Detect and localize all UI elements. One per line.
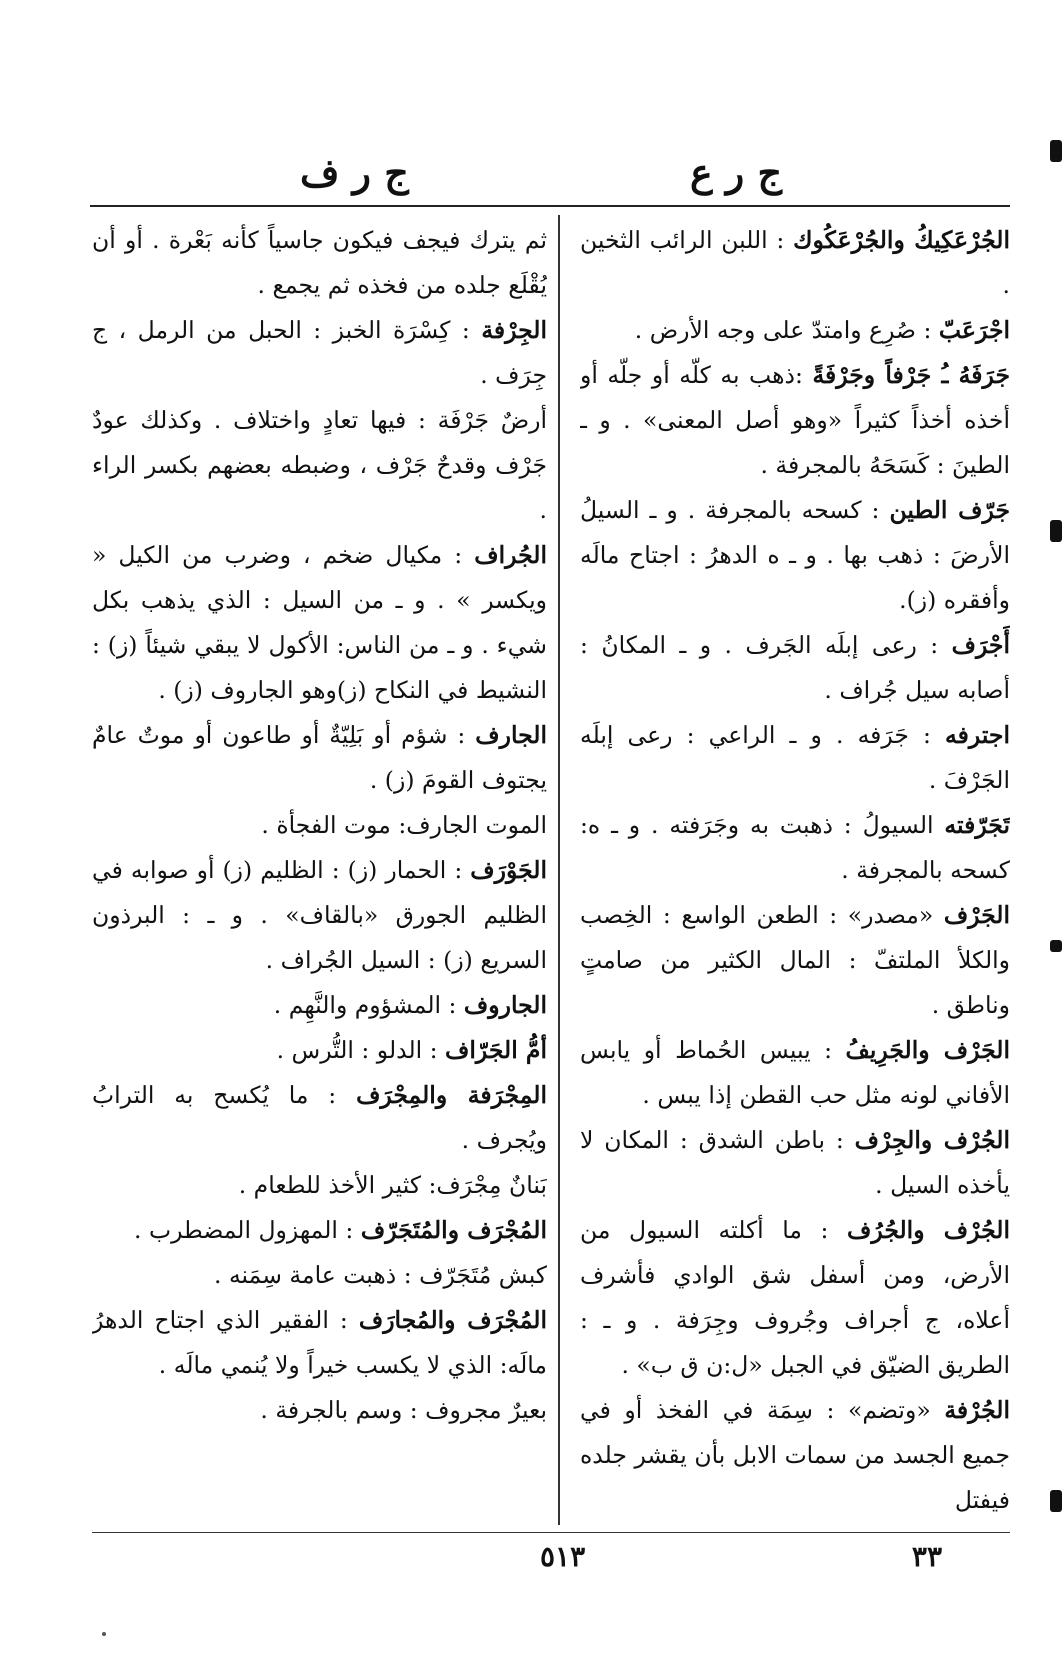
entry-headword: الجِرْفة — [481, 316, 547, 344]
margin-mark — [1050, 140, 1062, 162]
dictionary-entry — [92, 533, 547, 713]
entry-headword: أمُّ الجَرّاف — [445, 1036, 547, 1064]
entry-definition: :ذهب به كلّه أو جلّه أو أخذه أخذاً كثيراً «وهو أصل المعنى» . و ـ الطينَ : كَسَحَهُ بالمجرفة . — [580, 361, 1010, 479]
entry-headword: الجُرْف والجِرْف — [854, 1126, 1010, 1154]
entry-headword: أَجْرَف — [951, 631, 1010, 659]
entry-definition: : صُرِع وامتدّ على وجه الأرض . — [634, 316, 932, 344]
entry-definition: «وتضم» : سِمَة في الفخذ أو في جميع الجسد من سمات الابل بأن يقشر جلده فيفتل — [580, 1396, 1010, 1514]
dictionary-entry — [92, 983, 547, 1028]
entry-definition: : مكيال ضخم ، وضرب من الكيل « ويكسر » . و ـ من السيل : الذي يذهب بكل شيء . و ـ من الناس: الأكول لا يبقي شيئاً (ز) : النشيط في النكاح (ز)وهو الجاروف (ز) . — [92, 541, 547, 704]
entry-definition: : الحمار (ز) : الظليم (ز) أو صوابه في الظليم الجورق «بالقاف» . و ـ : البرذون السريع (ز) : السيل الجُراف . — [92, 856, 547, 974]
dictionary-entry — [580, 623, 1010, 713]
entry-headword: الجُرْعَكِيكُ والجُرْعَكُوك — [793, 226, 1010, 254]
page-number: ٥١٣ — [540, 1540, 586, 1573]
entry-definition: : الدلو : التُّرس . — [276, 1036, 438, 1064]
entry-headword: اجترفه — [945, 721, 1010, 749]
dictionary-entry — [92, 1298, 547, 1388]
entry-definition: : يبيس الحُماط أو يابس الأفاني لونه مثل حب القطن إذا يبس . — [580, 1036, 1010, 1109]
entry-definition: : باطن الشدق : المكان لا يأخذه السيل . — [580, 1126, 1010, 1199]
dictionary-entry — [580, 1388, 1010, 1523]
entry-headword: المُجْرَف والمُجارَف — [358, 1306, 547, 1334]
dictionary-entry — [580, 1118, 1010, 1208]
dictionary-entry — [580, 488, 1010, 623]
footer-rule — [92, 1532, 1010, 1533]
margin-mark — [1050, 520, 1062, 542]
dictionary-entry — [92, 1208, 547, 1253]
entry-definition: : كِسْرَة الخبز : الحبل من الرمل ، ج جِرَف . — [92, 316, 547, 389]
entry-headword: المِجْرَفة والمِجْرَف — [356, 1081, 547, 1109]
entry-headword: الجُراف — [474, 541, 547, 569]
entry-definition: ثم يترك فيجف فيكون جاسياً كأنه بَعْرة . أو أن يُقْلَع جلده من فخذه ثم يجمع . — [92, 226, 547, 299]
dictionary-entry — [92, 308, 547, 398]
entry-headword: الجَرْف — [943, 901, 1010, 929]
entry-headword: جَرّف الطين — [889, 496, 1010, 524]
dictionary-entry — [580, 353, 1010, 488]
entry-definition: : كسحه بالمجرفة . و ـ السيلُ الأرضَ : ذهب بها . و ـ ه الدهرُ : اجتاح مالَه وأفقره (ز). — [580, 496, 1010, 614]
dictionary-entry — [92, 713, 547, 803]
dictionary-entry — [92, 803, 547, 848]
entry-definition: كبش مُتَجَرّف : ذهبت عامة سِمَنه . — [214, 1261, 547, 1289]
dictionary-entry — [92, 1163, 547, 1208]
entry-headword: الجَرْف والجَرِيفُ — [845, 1036, 1010, 1064]
entry-headword: المُجْرَف والمُتَجَرّف — [360, 1216, 547, 1244]
entry-definition: بعيرٌ مجروف : وسم بالجرفة . — [260, 1396, 547, 1424]
header-rule — [90, 205, 1010, 207]
entry-headword: الجاروف — [463, 991, 547, 1019]
column-separator — [558, 215, 560, 1525]
dictionary-entry — [580, 713, 1010, 803]
entry-definition: : ما أكلته السيول من الأرض، ومن أسفل شق الوادي فأشرف أعلاه، ج أجراف وجُروف وجِرَفة . و ـ : الطريق الضيّق في الجبل «ل:ن ق ب» . — [580, 1216, 1010, 1379]
entry-definition: : المهزول المضطرب . — [134, 1216, 354, 1244]
right-column — [580, 218, 1010, 1523]
entry-definition: : ما يُكسح به الترابُ ويُجرف . — [92, 1081, 547, 1154]
entry-headword: تَجَرّفته — [944, 811, 1010, 839]
entry-headword: اجْرَعَبّ — [938, 316, 1010, 344]
entry-headword: الجُرْفة — [944, 1396, 1010, 1424]
entry-definition: : اللبن الرائب الثخين . — [580, 226, 1010, 299]
dictionary-entry — [580, 1208, 1010, 1388]
dictionary-entry — [92, 218, 547, 308]
entry-headword: الجارف — [475, 721, 547, 749]
dictionary-entry — [92, 1253, 547, 1298]
entry-definition: السيولُ : ذهبت به وجَرَفته . و ـ ه: كسحه بالمجرفة . — [580, 811, 1010, 884]
entry-headword: الجُرْف والجُرُف — [847, 1216, 1010, 1244]
header-root-right: ج ر ع — [689, 150, 782, 195]
left-column — [92, 218, 547, 1523]
entry-definition: الموت الجارف: موت الفجأة . — [261, 811, 547, 839]
entry-headword: جَرَفَهُ ـُ جَرْفاً وجَرْفَةً — [812, 361, 1010, 389]
dictionary-entry — [580, 308, 1010, 353]
dictionary-entry — [580, 893, 1010, 1028]
dictionary-entry — [92, 398, 547, 533]
dictionary-entry — [92, 1073, 547, 1163]
entry-definition: : المشؤوم والنَّهِم . — [273, 991, 457, 1019]
entry-definition: «مصدر» : الطعن الواسع : الخِصب والكلأ الملتفّ : المال الكثير من صامتٍ وناطق . — [580, 901, 1010, 1019]
margin-mark — [1050, 940, 1062, 952]
header-root-left: ج ر ف — [300, 150, 409, 195]
entry-definition: أرضٌ جَرْفَة : فيها تعادٍ واختلاف . وكذلك عودٌ جَرْف وقدحٌ جَرْف ، وضبطه بعضهم بكسر الراء . — [92, 406, 547, 524]
dictionary-entry — [92, 1028, 547, 1073]
entry-definition: : الفقير الذي اجتاح الدهرُ مالَه: الذي لا يكسب خيراً ولا يُنمي مالَه . — [92, 1306, 547, 1379]
margin-mark — [1050, 1490, 1062, 1512]
entry-definition: : جَرَفه . و ـ الراعي : رعى إبلَه الجَرْفَ . — [580, 721, 1010, 794]
dictionary-entry — [580, 218, 1010, 308]
entry-definition: : رعى إبلَه الجَرف . و ـ المكانُ : أصابه سيل جُراف . — [580, 631, 1010, 704]
entry-headword: الجَوْرَف — [470, 856, 547, 884]
dictionary-entry — [580, 1028, 1010, 1118]
entry-definition: : شؤم أو بَلِيّةٌ أو طاعون أو موتٌ عامٌ يجتوف القومَ (ز) . — [92, 721, 547, 794]
dictionary-entry — [92, 1388, 547, 1433]
dictionary-entry — [580, 803, 1010, 893]
dictionary-entry — [92, 848, 547, 983]
entry-definition: بَنانٌ مِجْرَف: كثير الأخذ للطعام . — [238, 1171, 547, 1199]
volume-number: ٣٣ — [911, 1540, 942, 1573]
scan-speck — [102, 1632, 106, 1636]
